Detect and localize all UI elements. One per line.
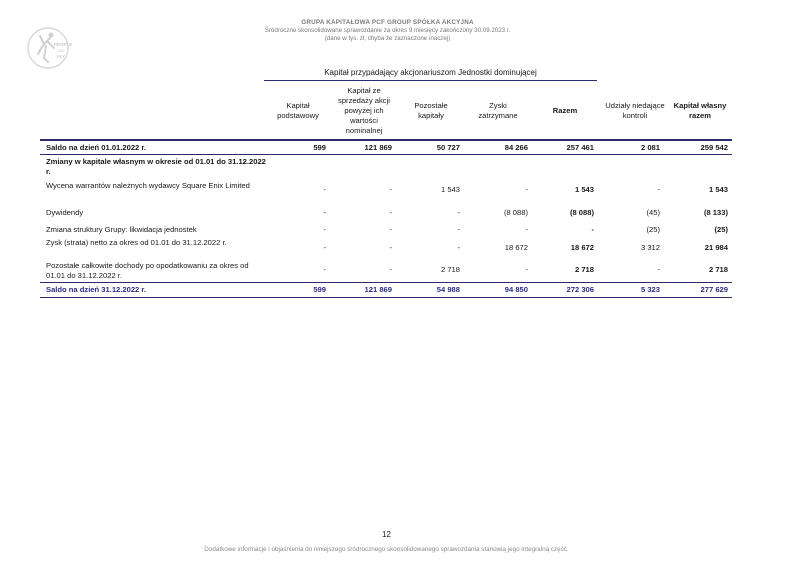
table-row xyxy=(42,238,732,258)
col-header-retained-earnings: Zyski zatrzymane xyxy=(478,101,518,120)
cell: - xyxy=(525,185,528,194)
cell: - xyxy=(657,265,660,274)
logo-text-mid: CAN xyxy=(57,49,65,53)
table-row xyxy=(42,208,732,220)
cell: 1 543 xyxy=(574,185,594,194)
cell: - xyxy=(591,225,594,234)
logo-text-top: PEOPLE xyxy=(54,42,72,47)
cell: 1 543 xyxy=(440,185,460,194)
row-label: Saldo na dzień 31.12.2022 r. xyxy=(46,285,147,294)
cell: 2 081 xyxy=(640,143,660,152)
cell: 94 850 xyxy=(504,285,528,294)
row-label: Dywidendy xyxy=(46,208,84,217)
cell: 54 988 xyxy=(436,285,460,294)
footer-note: Dodatkowe informacje i objaśnienia do niniejszego śródrocznego skonsolidowanego sprawozdania stanowią jego integralną część. xyxy=(204,546,569,553)
cell: - xyxy=(389,225,392,234)
table-row xyxy=(42,261,732,281)
cell: - xyxy=(389,185,392,194)
cell: 2 718 xyxy=(440,265,460,274)
cell: (45) xyxy=(646,208,660,217)
cell: - xyxy=(525,265,528,274)
cell: 121 869 xyxy=(364,285,392,294)
cell: - xyxy=(457,243,460,252)
row-label: Zmiana struktury Grupy: likwidacja jednostek xyxy=(46,225,197,234)
table-row xyxy=(42,285,732,297)
cell: - xyxy=(389,208,392,217)
table-row xyxy=(42,181,732,201)
cell: (8 088) xyxy=(569,208,594,217)
cell: 3 312 xyxy=(640,243,660,252)
row-label: Saldo na dzień 01.01.2022 r. xyxy=(46,143,147,152)
row-label: Wycena warrantów należnych wydawcy Square Enix Limited xyxy=(46,181,250,190)
table-row xyxy=(42,157,732,177)
row-label: Zysk (strata) netto za okres od 01.01 do 31.12.2022 r. xyxy=(46,238,227,247)
company-name: GRUPA KAPITAŁOWA PCF GROUP SPÓŁKA AKCYJNA xyxy=(301,19,474,26)
cell: 21 984 xyxy=(704,243,728,252)
cell: (8 088) xyxy=(503,208,528,217)
cell: 599 xyxy=(313,285,326,294)
cell: 2 718 xyxy=(574,265,594,274)
col-header-total-equity: Kapitał własny razem xyxy=(673,101,727,120)
cell: - xyxy=(389,265,392,274)
logo-text-bottom: FLY xyxy=(57,54,66,59)
cell: (25) xyxy=(714,225,728,234)
bottom-rule xyxy=(40,297,732,298)
col-header-nci: Udziały niedające kontroli xyxy=(605,101,665,120)
cell: - xyxy=(323,265,326,274)
cell: 277 629 xyxy=(700,285,728,294)
col-header-other-capital: Pozostałe kapitały xyxy=(414,101,448,120)
row-rule xyxy=(40,154,732,155)
cell: 259 542 xyxy=(700,143,728,152)
header-rule xyxy=(40,139,732,141)
cell: 1 543 xyxy=(708,185,728,194)
units-note: (dane w tys. zł, chyba że zaznaczone inaczej) xyxy=(324,35,451,42)
table-row xyxy=(42,225,732,237)
cell: (8 133) xyxy=(703,208,728,217)
cell: - xyxy=(323,225,326,234)
cell: 18 672 xyxy=(504,243,528,252)
row-label: Zmiany w kapitale własnym w okresie od 01.01 do 31.12.2022 r. xyxy=(46,157,266,176)
document-header xyxy=(150,19,625,43)
cell: 5 323 xyxy=(640,285,660,294)
cell: 2 718 xyxy=(708,265,728,274)
cell: - xyxy=(525,225,528,234)
cell: 50 727 xyxy=(436,143,460,152)
cell: - xyxy=(457,225,460,234)
col-header-total: Razem xyxy=(552,106,578,115)
cell: 84 266 xyxy=(504,143,528,152)
cell: - xyxy=(323,208,326,217)
cell: 272 306 xyxy=(566,285,594,294)
cell: - xyxy=(389,243,392,252)
cell: 257 461 xyxy=(566,143,594,152)
cell: 121 869 xyxy=(364,143,392,152)
cell: - xyxy=(657,185,660,194)
report-subtitle: Śródroczne skonsolidowane sprawozdanie za okres 9 miesięcy zakończony 30.09.2023 r. xyxy=(264,27,511,34)
page-number: 12 xyxy=(382,530,391,539)
cell: 18 672 xyxy=(570,243,594,252)
row-rule xyxy=(40,282,732,283)
cell: - xyxy=(323,185,326,194)
cell: - xyxy=(457,208,460,217)
cell: - xyxy=(323,243,326,252)
row-label: Pozostałe całkowite dochody po opodatkowaniu za okres od 01.01 do 31.12.2022 r. xyxy=(46,261,249,280)
col-header-share-capital: Kapitał podstawowy xyxy=(277,101,319,120)
col-header-share-premium: Kapitał ze sprzedaży akcji powyżej ich wartości nominalnej xyxy=(338,86,390,135)
cell: 599 xyxy=(313,143,326,152)
dancer-logo-icon xyxy=(24,24,72,72)
group-header: Kapitał przypadający akcjonariuszom Jednostki dominującej xyxy=(264,66,597,81)
cell: (25) xyxy=(646,225,660,234)
